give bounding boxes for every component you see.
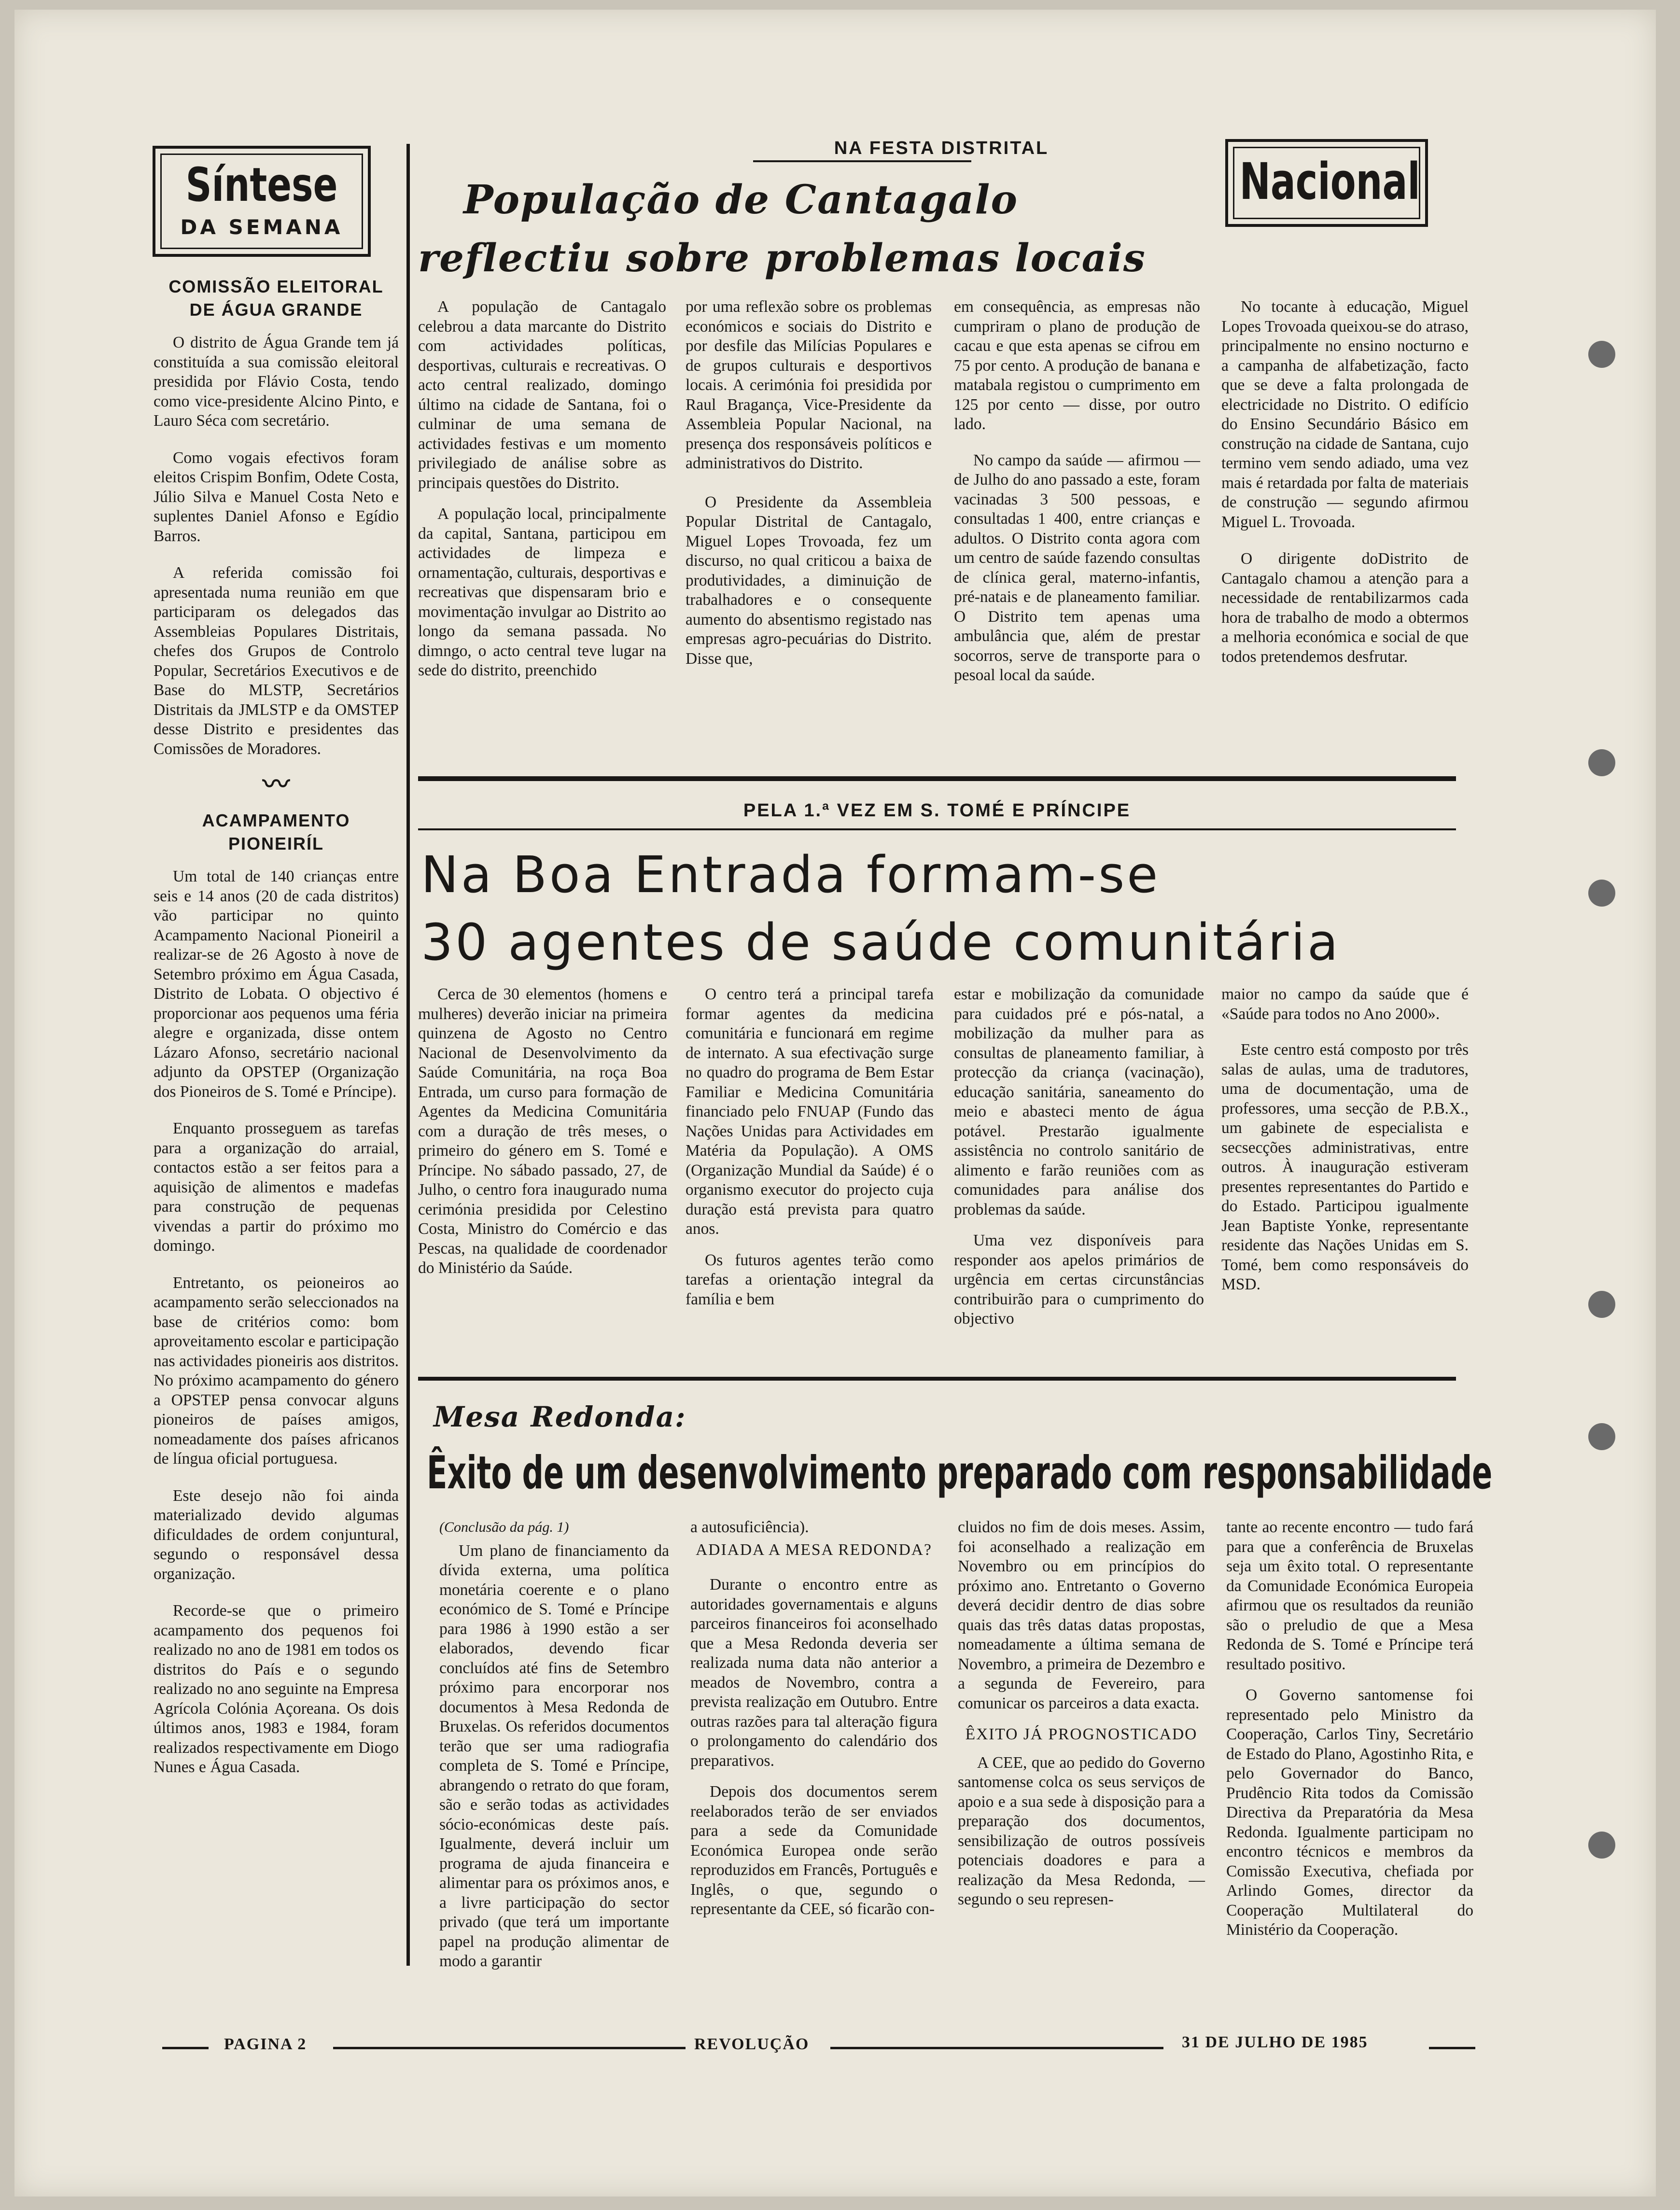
footer-date: 31 DE JULHO DE 1985 (1182, 2033, 1368, 2051)
sidebar-paragraph: Este desejo não foi ainda materializado devido algumas dificuldades de ordem conjuntural, segundo o responsável dessa organização. (154, 1486, 399, 1583)
body-paragraph: No campo da saúde — afirmou — de Julho do ano passado a este, foram vacinadas 3 500 pessoas, e consultadas 1 400, entre crianças e adultos. O Distrito conta agora com um centro de saúde fazendo consultas de clínica geral, materno-infantis, pré-natais e de planeamento familiar. O Distrito tem apenas uma ambulância que, além de prestar socorros, serve de transporte para o pesoal local da saúde. (954, 451, 1200, 684)
footer-rule (162, 2047, 209, 2049)
story-headline: Na Boa Entrada formam-se (421, 845, 1161, 904)
binder-hole (1588, 1832, 1615, 1859)
story-kicker: NA FESTA DISTRITAL (834, 138, 1049, 158)
footer-rule (830, 2047, 1163, 2049)
story-separator (418, 1377, 1456, 1381)
body-paragraph: por uma reflexão sobre os problemas económicos e sociais do Distrito e por desfile das Milícias Populares e de grupos culturais e desportivos locais. A cerimónia foi presidida por Raul Bragança, Vice-Presidente da Assembleia Popular Nacional, na presença dos responsáveis políticos e administrativos do Distrito. (686, 298, 932, 472)
story3-column-2 (690, 1518, 938, 1931)
footer-page-number: PAGINA 2 (224, 2035, 307, 2053)
body-paragraph: O Presidente da Assembleia Popular Distrital de Cantagalo, Miguel Lopes Trovoada, fez um discurso, no qual criticou a baixa de produtividades, a diminuição de trabalhadores e o consequente aumento do absentismo registado nas empresas agro-pecuárias do Distrito. Disse que, (686, 493, 932, 668)
story2-column-3 (954, 985, 1204, 1341)
story2-column-2 (686, 985, 934, 1321)
sidebar-column (154, 275, 399, 1789)
body-paragraph: A população de Cantagalo celebrou a data marcante do Distrito com actividades políticas, desportivas, culturais e recreativas. O acto central realizado, domingo último na cidade de Santana, foi o culminar de uma semana de actividades festivas e um momento privilegiado de análise sobre as principais questões do Distrito. (418, 298, 666, 492)
body-paragraph: No tocante à educação, Miguel Lopes Trovoada queixou-se do atraso, principalmente no ensino nocturno e a campanha de alfabetização, facto que se deve a falta prolongada de electricidade no Distrito. O edifício do Ensino Secundário Básico em construção na cidade de Santana, cujo termino vem sendo adiado, uma vez mais é retardada por falta de materiais de construção — segundo afirmou Miguel L. Trovoada. (1221, 298, 1469, 531)
body-paragraph: Um plano de financiamento da dívida externa, uma política monetária coerente e o plano económico de S. Tomé e Príncipe para 1986 à 1990 estão a ser elaborados, devendo ficar concluídos até fins de Setembro próximo para encorporar nos documentos à Mesa Redonda de Bruxelas. Os referidos documentos terão que ser uma radiografia completa de S. Tomé e Príncipe, abrangendo o retrato do que foram, são e serão todas as actividades sócio-económicas deste país. Igualmente, deverá incluir um programa de ajuda financeira e alimentar para os próximos anos, e a livre participação do sector privado (que terá um importante papel na produção alimentar de modo a garantir (439, 1541, 669, 1970)
story2-column-1 (418, 985, 667, 1290)
story3-column-1 (439, 1518, 669, 1983)
sidebar-paragraph: Entretanto, os peioneiros ao acampamento serão seleccionados na base de critérios como: bom aproveitamento escolar e participação nas actividades pioneiris aos distritos. No próximo acampamento do género a OPSTEP pensa convocar alguns pioneiros de países amigos, nomeadamente dos países africanos de língua oficial portuguesa. (154, 1273, 399, 1468)
story1-column-4 (1221, 297, 1469, 678)
story3-column-4 (1226, 1518, 1473, 1952)
sidebar-paragraph: O distrito de Água Grande tem já constituída a sua comissão eleitoral presidida por Flávio Costa, tendo como vice-presidente Alcino Pinto, e Lauro Séca com secretário. (154, 334, 399, 430)
story-separator (418, 776, 1456, 781)
story3-column-3 (958, 1518, 1205, 1921)
story1-column-2 (686, 297, 932, 680)
footer-rule (1429, 2047, 1475, 2049)
body-paragraph: Este centro está composto por três salas de aulas, uma de tradutores, uma de documentação, uma de professores, uma secção de P.B.X., um gabinete de especialista e secsecções administrativas, entre outros. À inauguração estiveram presentes representantes do Partido e do Estado. Participou igualmente Jean Baptiste Yonke, representante residente das Nações Unidas em S. Tomé, bem como responsáveis do MSD. (1221, 1041, 1469, 1293)
section-subtitle: DA SEMANA (180, 215, 343, 239)
body-paragraph: tante ao recente encontro — tudo fará para que a conferência de Bruxelas seja um êxito total. O representante da Comunidade Económica Europeia afirmou que os resultados da reunião são o preludio de que a Mesa Redonda de S. Tomé e Príncipe terá resultado positivo. (1226, 1518, 1473, 1673)
story-kicker: PELA 1.ª VEZ EM S. TOMÉ E PRÍNCIPE (743, 800, 1131, 821)
section-title-nacional: Nacional (1239, 152, 1420, 211)
binder-hole (1588, 1291, 1615, 1318)
footer-paper-name: REVOLUÇÃO (694, 2035, 810, 2053)
kicker-underline (418, 828, 1456, 830)
sidebar-article-title: COMISSÃO ELEITORAL DE ÁGUA GRANDE (168, 277, 384, 320)
body-paragraph: O Governo santomense foi representado pelo Ministro da Cooperação, Carlos Tiny, Secretário de Estado do Plano, Agostinho Rita, e pelo Governador do Banco, Prudêncio Rita todos da Comissão Directiva da Preparatória da Mesa Redonda. Igualmente participam no encontro técnicos e membros da Comissão Executiva, chefiada por Arlindo Gomes, director da Cooperação Multilateral do Ministério da Cooperação. (1226, 1686, 1473, 1939)
section-box-sintese (153, 146, 371, 257)
body-paragraph: A CEE, que ao pedido do Governo santomense colca os seus serviços de apoio e a sua sede à disposição para a preparação dos documentos, sensibilização de outros possíveis potenciais doadores e para a realização da Mesa Redonda, — segundo o seu represen- (958, 1753, 1205, 1908)
story-kicker: Mesa Redonda: (434, 1400, 686, 1433)
section-title-sintese: Síntese (185, 158, 338, 212)
sidebar-paragraph: Recorde-se que o primeiro acampamento dos pequenos foi realizado no ano de 1981 em todos os distritos do País e o segundo realizado no ano seguinte na Empresa Agrícola Colónia Açoreana. Os dois últimos anos, 1983 e 1984, foram realizados respectivamente em Diogo Nunes e Água Casada. (154, 1602, 399, 1776)
story1-column-1 (418, 297, 666, 692)
body-paragraph: em consequência, as empresas não cumpriram o plano de produção de cacau e que esta apenas se cifrou em 75 por cento. A produção de banana e matabala registou o cumprimento em 125 por cento — disse, por outro lado. (954, 298, 1200, 433)
sidebar-paragraph: Enquanto prosseguem as tarefas para a organização do arraial, contactos estão a ser feitos para a aquisição de alimentos e madefas para construção de pequenas vivendas a partir do próximo mo domingo. (154, 1119, 399, 1255)
sidebar-paragraph: Como vogais efectivos foram eleitos Crispim Bonfim, Odete Costa, Júlio Silva e Manuel Costa Neto e suplentes Daniel Afonso e Egídio Barros. (154, 448, 399, 545)
body-paragraph: a autosuficiência). (690, 1518, 809, 1536)
story-headline: Êxito de um desenvolvimento preparado com responsabilidade (427, 1447, 1493, 1499)
binder-hole (1588, 880, 1615, 907)
column-rule (406, 144, 410, 1966)
body-paragraph: Durante o encontro entre as autoridades governamentais e alguns parceiros financeiros foi aconselhado que a Mesa Redonda deveria ser realizada numa data não anterior a meados de Novembro, contra a prevista realização em Outubro. Entre outras razões para tal alteração figura o prolongamento do calendário dos preparativos. (690, 1576, 938, 1770)
inline-subheading: ÊXITO JÁ PROGNOSTICADO (965, 1725, 1198, 1743)
sidebar-paragraph: A referida comissão foi apresentada numa reunião em que participaram os delegados das Assembleias Populares Distritais, chefes dos Grupos de Controlo Popular, Secretários Executivos e de Base do MLSTP, Secretários Distritais da JMLSTP e da OMSTEP desse Distrito e presidentes das Comissões de Moradores. (154, 564, 399, 758)
body-paragraph: cluidos no fim de dois meses. Assim, foi aconselhado a realização em Novembro ou em princípios do próximo ano. Entretanto o Governo deverá decidir dentro de dias sobre quais das três datas datas propostas, nomeadamente a última semana de Novembro, a primeira de Dezembro e a segunda de Fevereiro, para comunicar os parceiros a data exacta. (958, 1518, 1205, 1712)
sidebar-article-title: ACAMPAMENTO PIONEIRÍL (202, 811, 350, 853)
conclusion-note: (Conclusão da pág. 1) (439, 1519, 569, 1535)
body-paragraph: Os futuros agentes terão como tarefas a orientação integral da família e bem (686, 1251, 934, 1308)
binder-hole (1588, 341, 1615, 368)
kicker-underline (753, 160, 971, 162)
body-paragraph: Uma vez disponíveis para responder aos apelos primários de urgência em certas circunstâncias contribuirão para o cumprimento do objectivo (954, 1231, 1204, 1328)
binder-hole (1588, 1423, 1615, 1450)
story1-column-3 (954, 297, 1200, 697)
section-box-nacional (1225, 139, 1428, 227)
body-paragraph: estar e mobilização da comunidade para cuidados pré e pós-natal, a mobilização da mulher para as consultas de planeamento familiar, à protecção da criança (vacinação), educação sanitária, saneamento do meio e abasteci mento de água potável. Prestarão igualmente assistência no controlo sanitário de alimento e farão reuniões com as comunidades para análise dos problemas da saúde. (954, 985, 1204, 1218)
sidebar-paragraph: Um total de 140 crianças entre seis e 14 anos (20 de cada distritos) vão participar no quinto Acampamento Nacional Pioneiril a realizar-se de 26 Agosto à nove de Setembro próximo em Água Casada, Distrito de Lobata. O objectivo é proporcionar aos pequenos uma féria alegre e organizada, disse ontem Lázaro Afonso, secretário nacional adjunto da OPSTEP (Organização dos Pioneiros de S. Tomé e Príncipe). (154, 867, 399, 1101)
inline-subheading: ADIADA A MESA REDONDA? (696, 1540, 932, 1559)
story2-column-4 (1221, 985, 1469, 1306)
story-headline: 30 agentes de saúde comunitária (421, 913, 1341, 972)
binder-hole (1588, 749, 1615, 776)
story-headline: reflectiu sobre problemas locais (418, 235, 1146, 280)
body-paragraph: O dirigente doDistrito de Cantagalo chamou a atenção para a necessidade de rentabilizarmos cada hora de trabalho de modo a obtermos a melhoria económica e social de que todos pretendemos desfrutar. (1221, 550, 1469, 666)
body-paragraph: Cerca de 30 elementos (homens e mulheres) deverão iniciar na primeira quinzena de Agosto no Centro Nacional de Desenvolvimento da Saúde Comunitária, na roça Boa Entrada, um curso para formação de Agentes da Medicina Comunitária com a duração de três meses, o primeiro do género em S. Tomé e Príncipe. No sábado passado, 27, de Julho, o centro fora inaugurado numa cerimónia presidida por Celestino Costa, Ministro do Comércio e das Pescas, na qualidade de coordenador do Ministério da Saúde. (418, 985, 667, 1277)
body-paragraph: A população local, principalmente da capital, Santana, participou em actividades de limpeza e ornamentação, culturais, desportivas e recreativas que dispensaram brio e movimentação invulgar ao Distrito ao longo da semana passada. No dimngo, o acto central teve lugar na sede do distrito, preenchido (418, 505, 666, 679)
body-paragraph: maior no campo da saúde que é «Saúde para todos no Ano 2000». (1221, 985, 1469, 1023)
footer-rule (333, 2047, 686, 2049)
body-paragraph: O centro terá a principal tarefa formar agentes da medicina comunitária e funcionará em regime de internato. A sua efectivação surge no quadro do programa de Bem Estar Familiar e Medicina Comunitária financiado pelo FNUAP (Fundo das Nações Unidas para Actividades em Matéria da População). A OMS (Organização Mundial da Saúde) é o organismo executor do projecto cuja duração está prevista para quatro anos. (686, 985, 934, 1238)
body-paragraph: Depois dos documentos serem reelaborados terão de ser enviados para a sede da Comunidade Económica Europea onde serão reproduzidos em Francês, Português e Inglês, o que, segundo o representante da CEE, só ficarão con- (690, 1783, 938, 1918)
story-headline: População de Cantagalo (463, 177, 1019, 223)
divider-ornament: 〰 (263, 770, 290, 800)
